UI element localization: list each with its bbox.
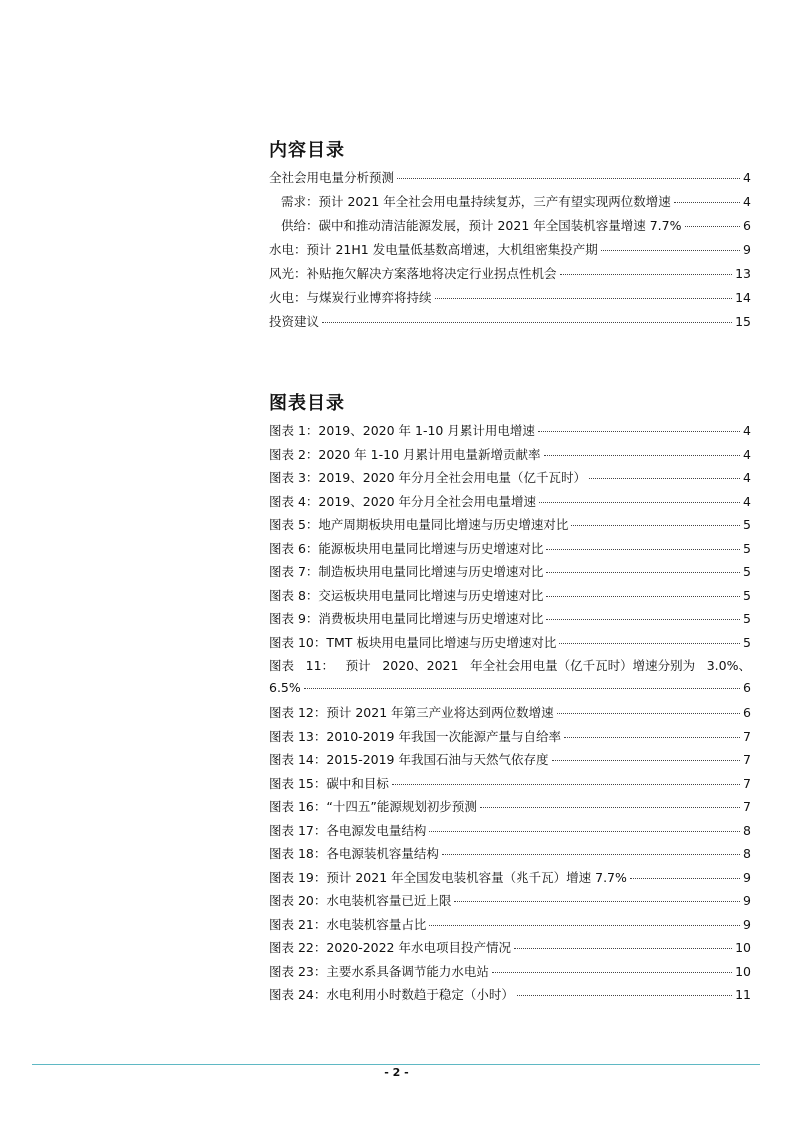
figure-entry-label: 图表 23：主要水系具备调节能力水电站 bbox=[269, 963, 489, 979]
figure-entry-label: 图表 1：2019、2020 年 1-10 月累计用电增速 bbox=[269, 423, 535, 438]
dot-leader bbox=[397, 178, 740, 179]
toc-entry-page: 14 bbox=[735, 290, 751, 305]
toc-entry-page: 13 bbox=[735, 266, 751, 281]
toc-entry-label: 火电：与煤炭行业博弈将持续 bbox=[269, 290, 432, 305]
figure-entry[interactable] bbox=[269, 468, 751, 492]
figure-entry-page: 5 bbox=[743, 587, 751, 603]
figure-entry-page: 5 bbox=[743, 634, 751, 650]
dot-leader bbox=[546, 619, 740, 620]
figures-title: 图表目录 bbox=[269, 393, 345, 414]
figure-entry-wrapped[interactable] bbox=[269, 656, 751, 703]
figure-entry-page: 4 bbox=[743, 493, 751, 509]
figure-entry-label: 图表 17：各电源发电量结构 bbox=[269, 822, 427, 838]
figure-entry-label: 图表 8：交运板块用电量同比增速与历史增速对比 bbox=[269, 587, 544, 603]
figure-entry[interactable] bbox=[269, 797, 751, 821]
wrap-word: 年全社会用电量（亿千瓦时）增速分别为 bbox=[470, 658, 696, 673]
dot-leader bbox=[539, 502, 740, 503]
dot-leader bbox=[601, 250, 740, 251]
figure-entry-page: 6 bbox=[743, 705, 751, 720]
figure-entry-label: 图表 12：预计 2021 年第三产业将达到两位数增速 bbox=[269, 705, 554, 720]
dot-leader bbox=[546, 596, 740, 597]
figure-entry[interactable] bbox=[269, 586, 751, 610]
figure-entry-label: 图表 5：地产周期板块用电量同比增速与历史增速对比 bbox=[269, 517, 569, 532]
figure-entry[interactable] bbox=[269, 868, 751, 892]
dot-leader bbox=[685, 226, 741, 227]
dot-leader bbox=[544, 455, 741, 456]
figure-entry[interactable] bbox=[269, 515, 751, 539]
figure-entry-page: 10 bbox=[735, 963, 751, 979]
toc-entry-page: 15 bbox=[735, 314, 751, 329]
dot-leader bbox=[392, 784, 740, 785]
contents-title: 内容目录 bbox=[269, 140, 345, 161]
dot-leader bbox=[674, 202, 740, 203]
figure-entry-label: 图表 13：2010-2019 年我国一次能源产量与自给率 bbox=[269, 728, 561, 744]
dot-leader bbox=[322, 322, 732, 323]
figure-entry[interactable] bbox=[269, 985, 751, 1009]
figure-entry-label: 图表 15：碳中和目标 bbox=[269, 775, 389, 791]
figure-entry-label: 图表 9：消费板块用电量同比增速与历史增速对比 bbox=[269, 611, 544, 626]
figure-entry-page: 9 bbox=[743, 916, 751, 932]
figure-entry[interactable] bbox=[269, 774, 751, 798]
figure-entry-page: 10 bbox=[735, 940, 751, 955]
toc-entry-page: 4 bbox=[743, 194, 751, 209]
figure-entry-label: 6.5% bbox=[269, 679, 301, 695]
dot-leader bbox=[517, 995, 732, 996]
figure-entry[interactable] bbox=[269, 421, 751, 445]
figure-entry-page: 4 bbox=[743, 446, 751, 462]
wrap-word: 图表 bbox=[269, 658, 295, 673]
toc-entry-page: 6 bbox=[743, 218, 751, 233]
figure-entry-label: 图表 7：制造板块用电量同比增速与历史增速对比 bbox=[269, 564, 544, 579]
figure-entry-page: 5 bbox=[743, 611, 751, 626]
figure-entry-label: 图表 6：能源板块用电量同比增速与历史增速对比 bbox=[269, 540, 544, 556]
figure-entry-page: 7 bbox=[743, 728, 751, 744]
figure-entry-page: 7 bbox=[743, 752, 751, 767]
figure-entry-page: 7 bbox=[743, 799, 751, 814]
toc-entry[interactable] bbox=[269, 192, 751, 216]
figure-entry-label: 图表 4：2019、2020 年分月全社会用电量增速 bbox=[269, 493, 537, 509]
figure-entry[interactable] bbox=[269, 633, 751, 657]
figure-entry-page: 6 bbox=[743, 679, 751, 695]
footer-divider bbox=[32, 1064, 760, 1065]
dot-leader bbox=[564, 737, 740, 738]
figure-entry-page: 5 bbox=[743, 564, 751, 579]
figures-list bbox=[269, 421, 751, 1009]
dot-leader bbox=[546, 572, 740, 573]
wrap-word: 预计 bbox=[345, 658, 371, 673]
wrap-word: 2020、2021 bbox=[382, 658, 459, 673]
figure-entry[interactable] bbox=[269, 915, 751, 939]
toc-entry-label: 水电：预计 21H1 发电量低基数高增速，大机组密集投产期 bbox=[269, 242, 598, 257]
figure-entry-label: 图表 2：2020 年 1-10 月累计用电量新增贡献率 bbox=[269, 446, 541, 462]
figure-entry-page: 4 bbox=[743, 470, 751, 485]
wrap-word: 3.0%、 bbox=[706, 658, 751, 673]
figure-entry-label: 图表 16：“十四五”能源规划初步预测 bbox=[269, 799, 477, 814]
figure-entry-page: 5 bbox=[743, 540, 751, 556]
figure-entry-label: 图表 19：预计 2021 年全国发电装机容量（兆千瓦）增速 7.7% bbox=[269, 869, 627, 885]
figure-entry-page: 5 bbox=[743, 517, 751, 532]
dot-leader bbox=[429, 831, 740, 832]
toc-entry[interactable] bbox=[269, 168, 751, 192]
figure-entry[interactable] bbox=[269, 891, 751, 915]
dot-leader bbox=[304, 688, 740, 689]
figure-entry[interactable] bbox=[269, 938, 751, 962]
toc-entry-page: 4 bbox=[743, 170, 751, 185]
figure-entry[interactable] bbox=[269, 445, 751, 469]
figure-entry-page: 8 bbox=[743, 846, 751, 861]
dot-leader bbox=[538, 431, 740, 432]
dot-leader bbox=[480, 807, 740, 808]
toc-entry[interactable] bbox=[269, 288, 751, 312]
figure-entry-label: 图表 20：水电装机容量已近上限 bbox=[269, 893, 452, 908]
figure-entry[interactable] bbox=[269, 821, 751, 845]
dot-leader bbox=[571, 525, 740, 526]
dot-leader bbox=[435, 298, 733, 299]
dot-leader bbox=[559, 643, 740, 644]
toc-entry-page: 9 bbox=[743, 242, 751, 257]
figure-entry-label: 图表 18：各电源装机容量结构 bbox=[269, 846, 439, 861]
figure-entry-label: 图表 3：2019、2020 年分月全社会用电量（亿千瓦时） bbox=[269, 470, 587, 485]
figure-entry[interactable] bbox=[269, 562, 751, 586]
dot-leader bbox=[442, 854, 740, 855]
figure-entry-page: 4 bbox=[743, 423, 751, 438]
toc-entry[interactable] bbox=[269, 216, 751, 240]
dot-leader bbox=[514, 948, 732, 949]
toc-entry-label: 风光：补贴拖欠解决方案落地将决定行业拐点性机会 bbox=[269, 266, 557, 281]
figure-entry-page: 9 bbox=[743, 893, 751, 908]
figure-entry-label: 图表 14：2015-2019 年我国石油与天然气依存度 bbox=[269, 752, 549, 767]
toc-entry-label: 需求：预计 2021 年全社会用电量持续复苏，三产有望实现两位数增速 bbox=[281, 194, 671, 209]
figure-entry-label: 图表 21：水电装机容量占比 bbox=[269, 916, 427, 932]
figure-entry-page: 9 bbox=[743, 869, 751, 885]
dot-leader bbox=[589, 478, 740, 479]
figure-entry-label: 图表 22：2020-2022 年水电项目投产情况 bbox=[269, 940, 511, 955]
toc-entry[interactable] bbox=[269, 240, 751, 264]
figure-entry-page: 7 bbox=[743, 775, 751, 791]
figure-entry[interactable] bbox=[269, 844, 751, 868]
dot-leader bbox=[552, 760, 741, 761]
dot-leader bbox=[630, 878, 740, 879]
figure-entry-label: 图表 24：水电利用小时数趋于稳定（小时） bbox=[269, 987, 514, 1002]
figure-entry[interactable] bbox=[269, 539, 751, 563]
toc-entry-label: 供给：碳中和推动清洁能源发展，预计 2021 年全国装机容量增速 7.7% bbox=[281, 218, 682, 233]
dot-leader bbox=[492, 972, 732, 973]
figure-entry[interactable] bbox=[269, 609, 751, 633]
dot-leader bbox=[429, 925, 740, 926]
figure-entry-wrapped-line2 bbox=[269, 680, 751, 704]
dot-leader bbox=[454, 901, 740, 902]
figure-entry[interactable] bbox=[269, 962, 751, 986]
figure-entry[interactable] bbox=[269, 750, 751, 774]
wrap-word: 11： bbox=[305, 658, 335, 673]
figure-entry[interactable] bbox=[269, 727, 751, 751]
toc-entry-label: 投资建议 bbox=[269, 314, 320, 329]
figure-entry-page: 11 bbox=[735, 987, 751, 1002]
toc-entry[interactable] bbox=[269, 312, 751, 336]
dot-leader bbox=[557, 713, 740, 714]
figure-entry[interactable] bbox=[269, 492, 751, 516]
figure-entry-wrapped-line1 bbox=[269, 656, 751, 680]
figure-entry-page: 8 bbox=[743, 822, 751, 838]
dot-leader bbox=[560, 274, 733, 275]
dot-leader bbox=[546, 549, 740, 550]
page-number: - 2 - bbox=[384, 1066, 409, 1079]
toc-entry[interactable] bbox=[269, 264, 751, 288]
contents-list bbox=[269, 168, 751, 336]
figure-entry-label: 图表 10：TMT 板块用电量同比增速与历史增速对比 bbox=[269, 634, 557, 650]
toc-entry-label: 全社会用电量分析预测 bbox=[269, 170, 395, 185]
figure-entry[interactable] bbox=[269, 703, 751, 727]
